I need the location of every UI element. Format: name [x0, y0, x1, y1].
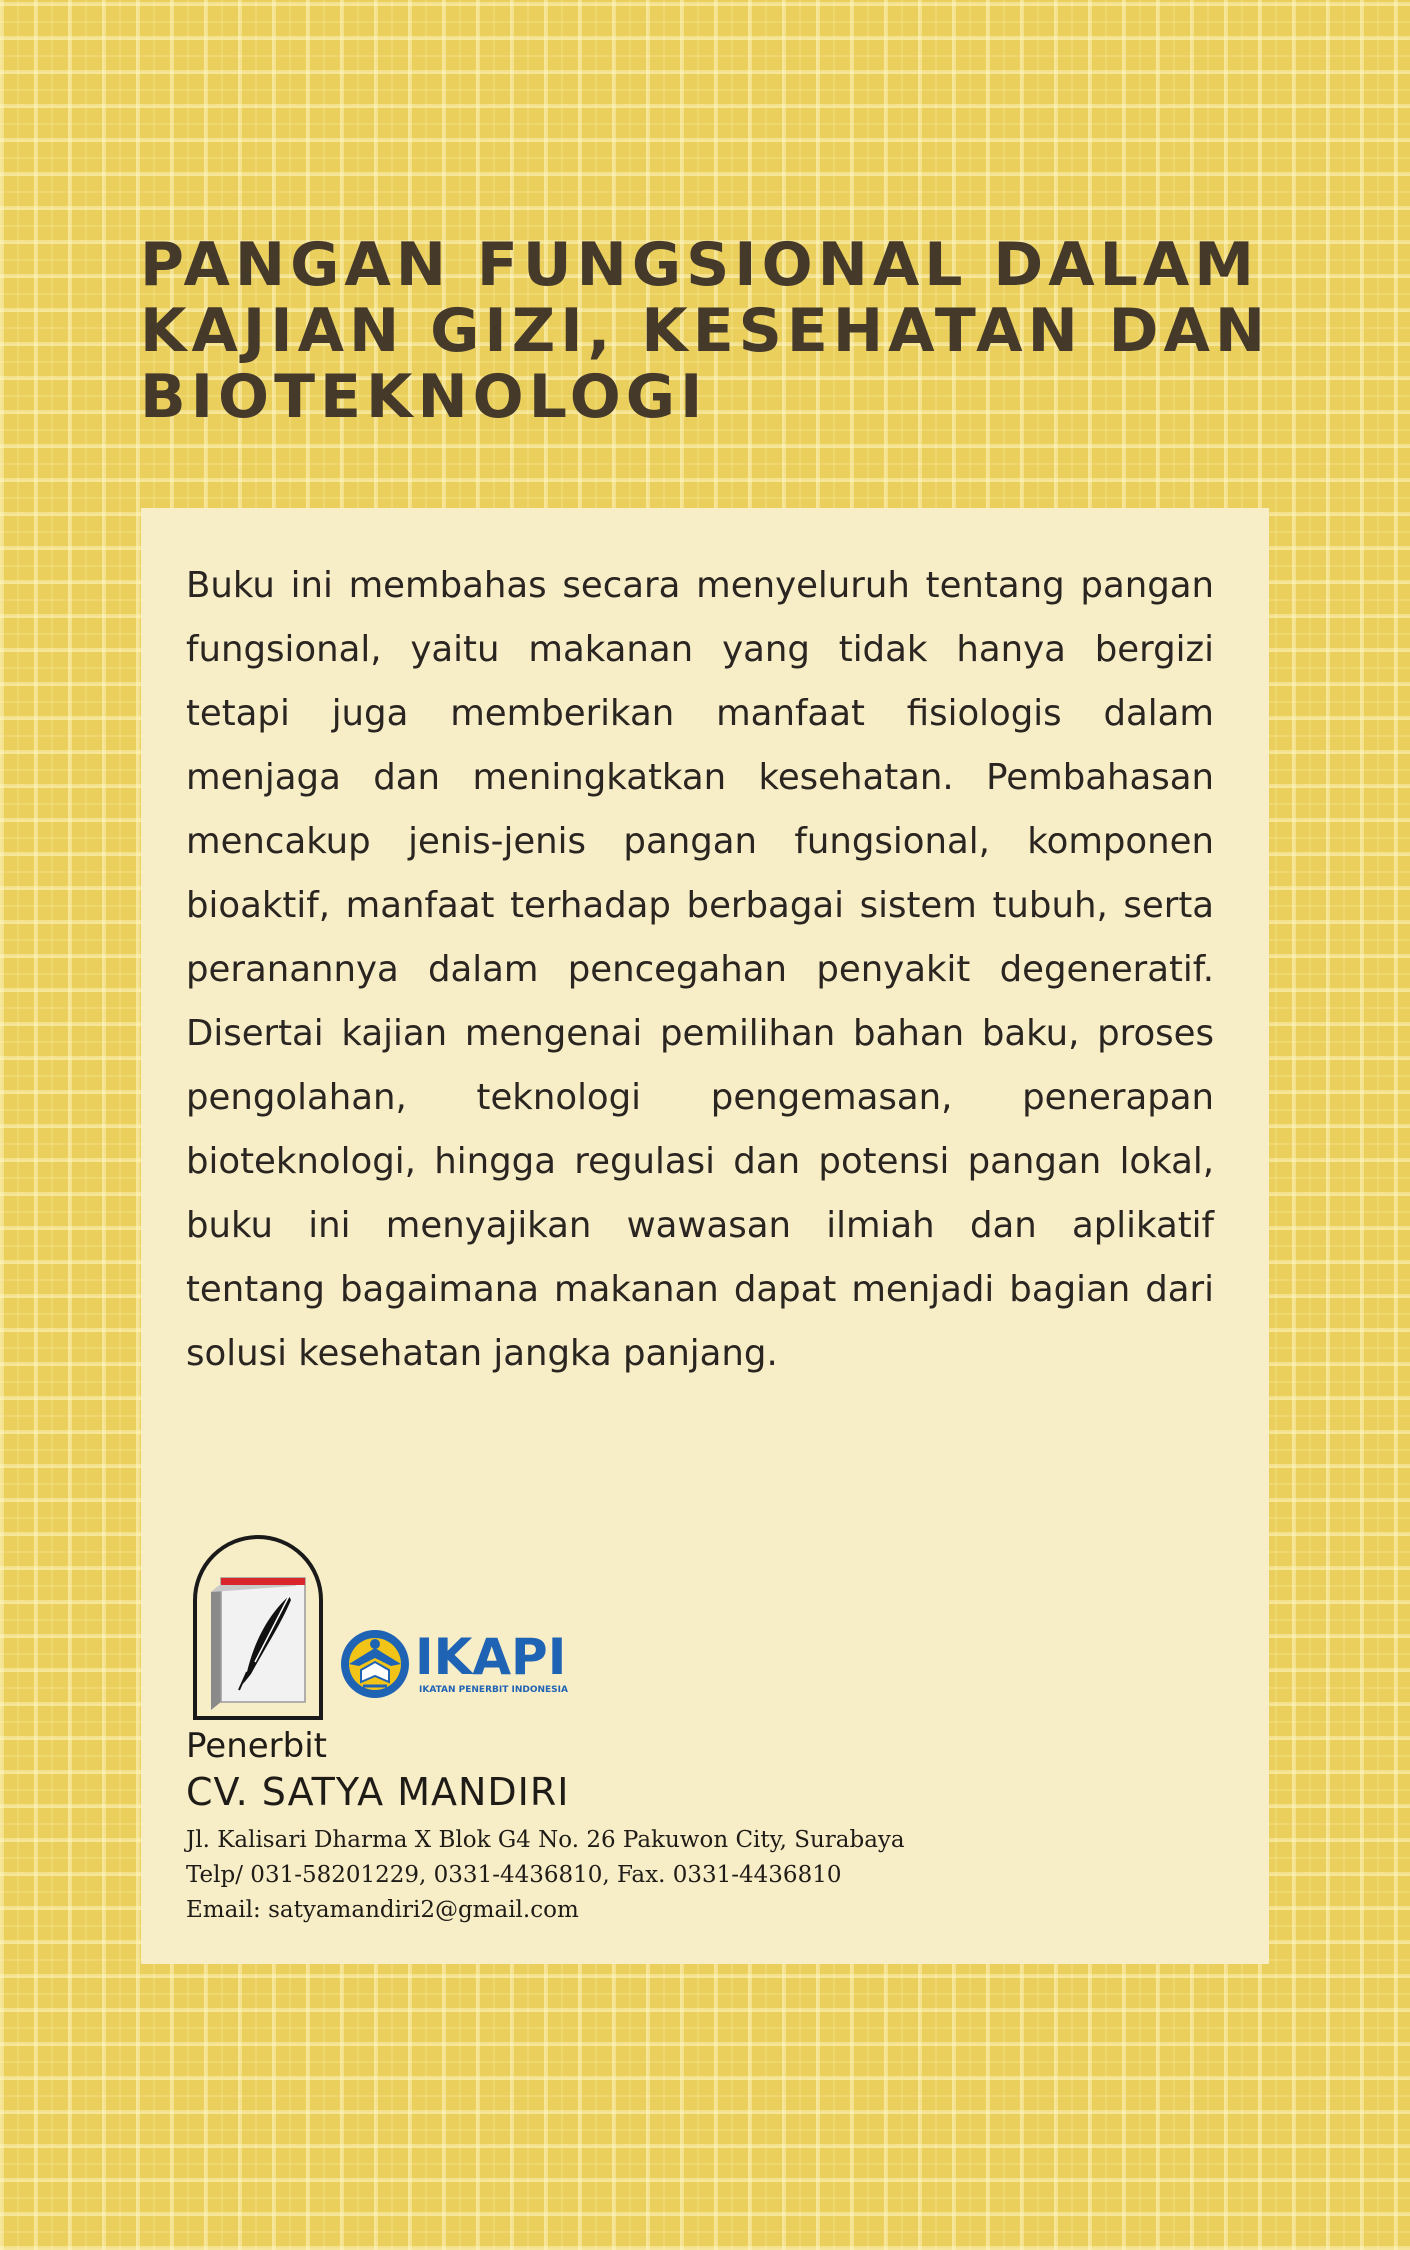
garuda-emblem-icon	[341, 1630, 409, 1698]
publisher-address: Jl. Kalisari Dharma X Blok G4 No. 26 Pakuwon City, Surabaya	[186, 1827, 905, 1853]
publisher-email: Email: satyamandiri2@gmail.com	[186, 1897, 579, 1923]
publisher-label: Penerbit	[186, 1726, 328, 1766]
ikapi-logo	[339, 1624, 589, 1704]
publisher-name: CV. SATYA MANDIRI	[186, 1770, 570, 1814]
ikapi-wordmark: IKAPI	[415, 1628, 567, 1686]
synopsis-text: Buku ini membahas secara menyeluruh tentang pangan fungsional, yaitu makanan yang tidak hanya bergizi tetapi juga memberikan manfaat fisiologis dalam menjaga dan meningkatkan kesehatan. Pembahasan mencakup jenis-jenis pangan fungsional, komponen bioaktif, manfaat terhadap berbagai sistem tubuh, serta peranannya dalam pencegahan penyakit degeneratif. Disertai kajian mengenai pemilihan bahan baku, proses pengolahan, teknologi pengemasan, penerapan bioteknologi, hingga regulasi dan potensi pangan lokal, buku ini menyajikan wawasan ilmiah dan aplikatif tentang bagaimana makanan dapat menjadi bagian dari solusi kesehatan jangka panjang.	[186, 565, 1214, 1374]
synopsis-panel	[141, 508, 1269, 1964]
publisher-phone: Telp/ 031-58201229, 0331-4436810, Fax. 0331-4436810	[186, 1862, 842, 1888]
book-quill-icon	[191, 1530, 325, 1720]
book-title	[140, 232, 1310, 430]
ikapi-subtitle: IKATAN PENERBIT INDONESIA	[419, 1685, 568, 1695]
title-line-3: BIOTEKNOLOGI	[140, 362, 708, 432]
title-line-2: KAJIAN GIZI, KESEHATAN DAN	[140, 296, 1271, 366]
title-line-1: PANGAN FUNGSIONAL DALAM	[140, 230, 1260, 300]
